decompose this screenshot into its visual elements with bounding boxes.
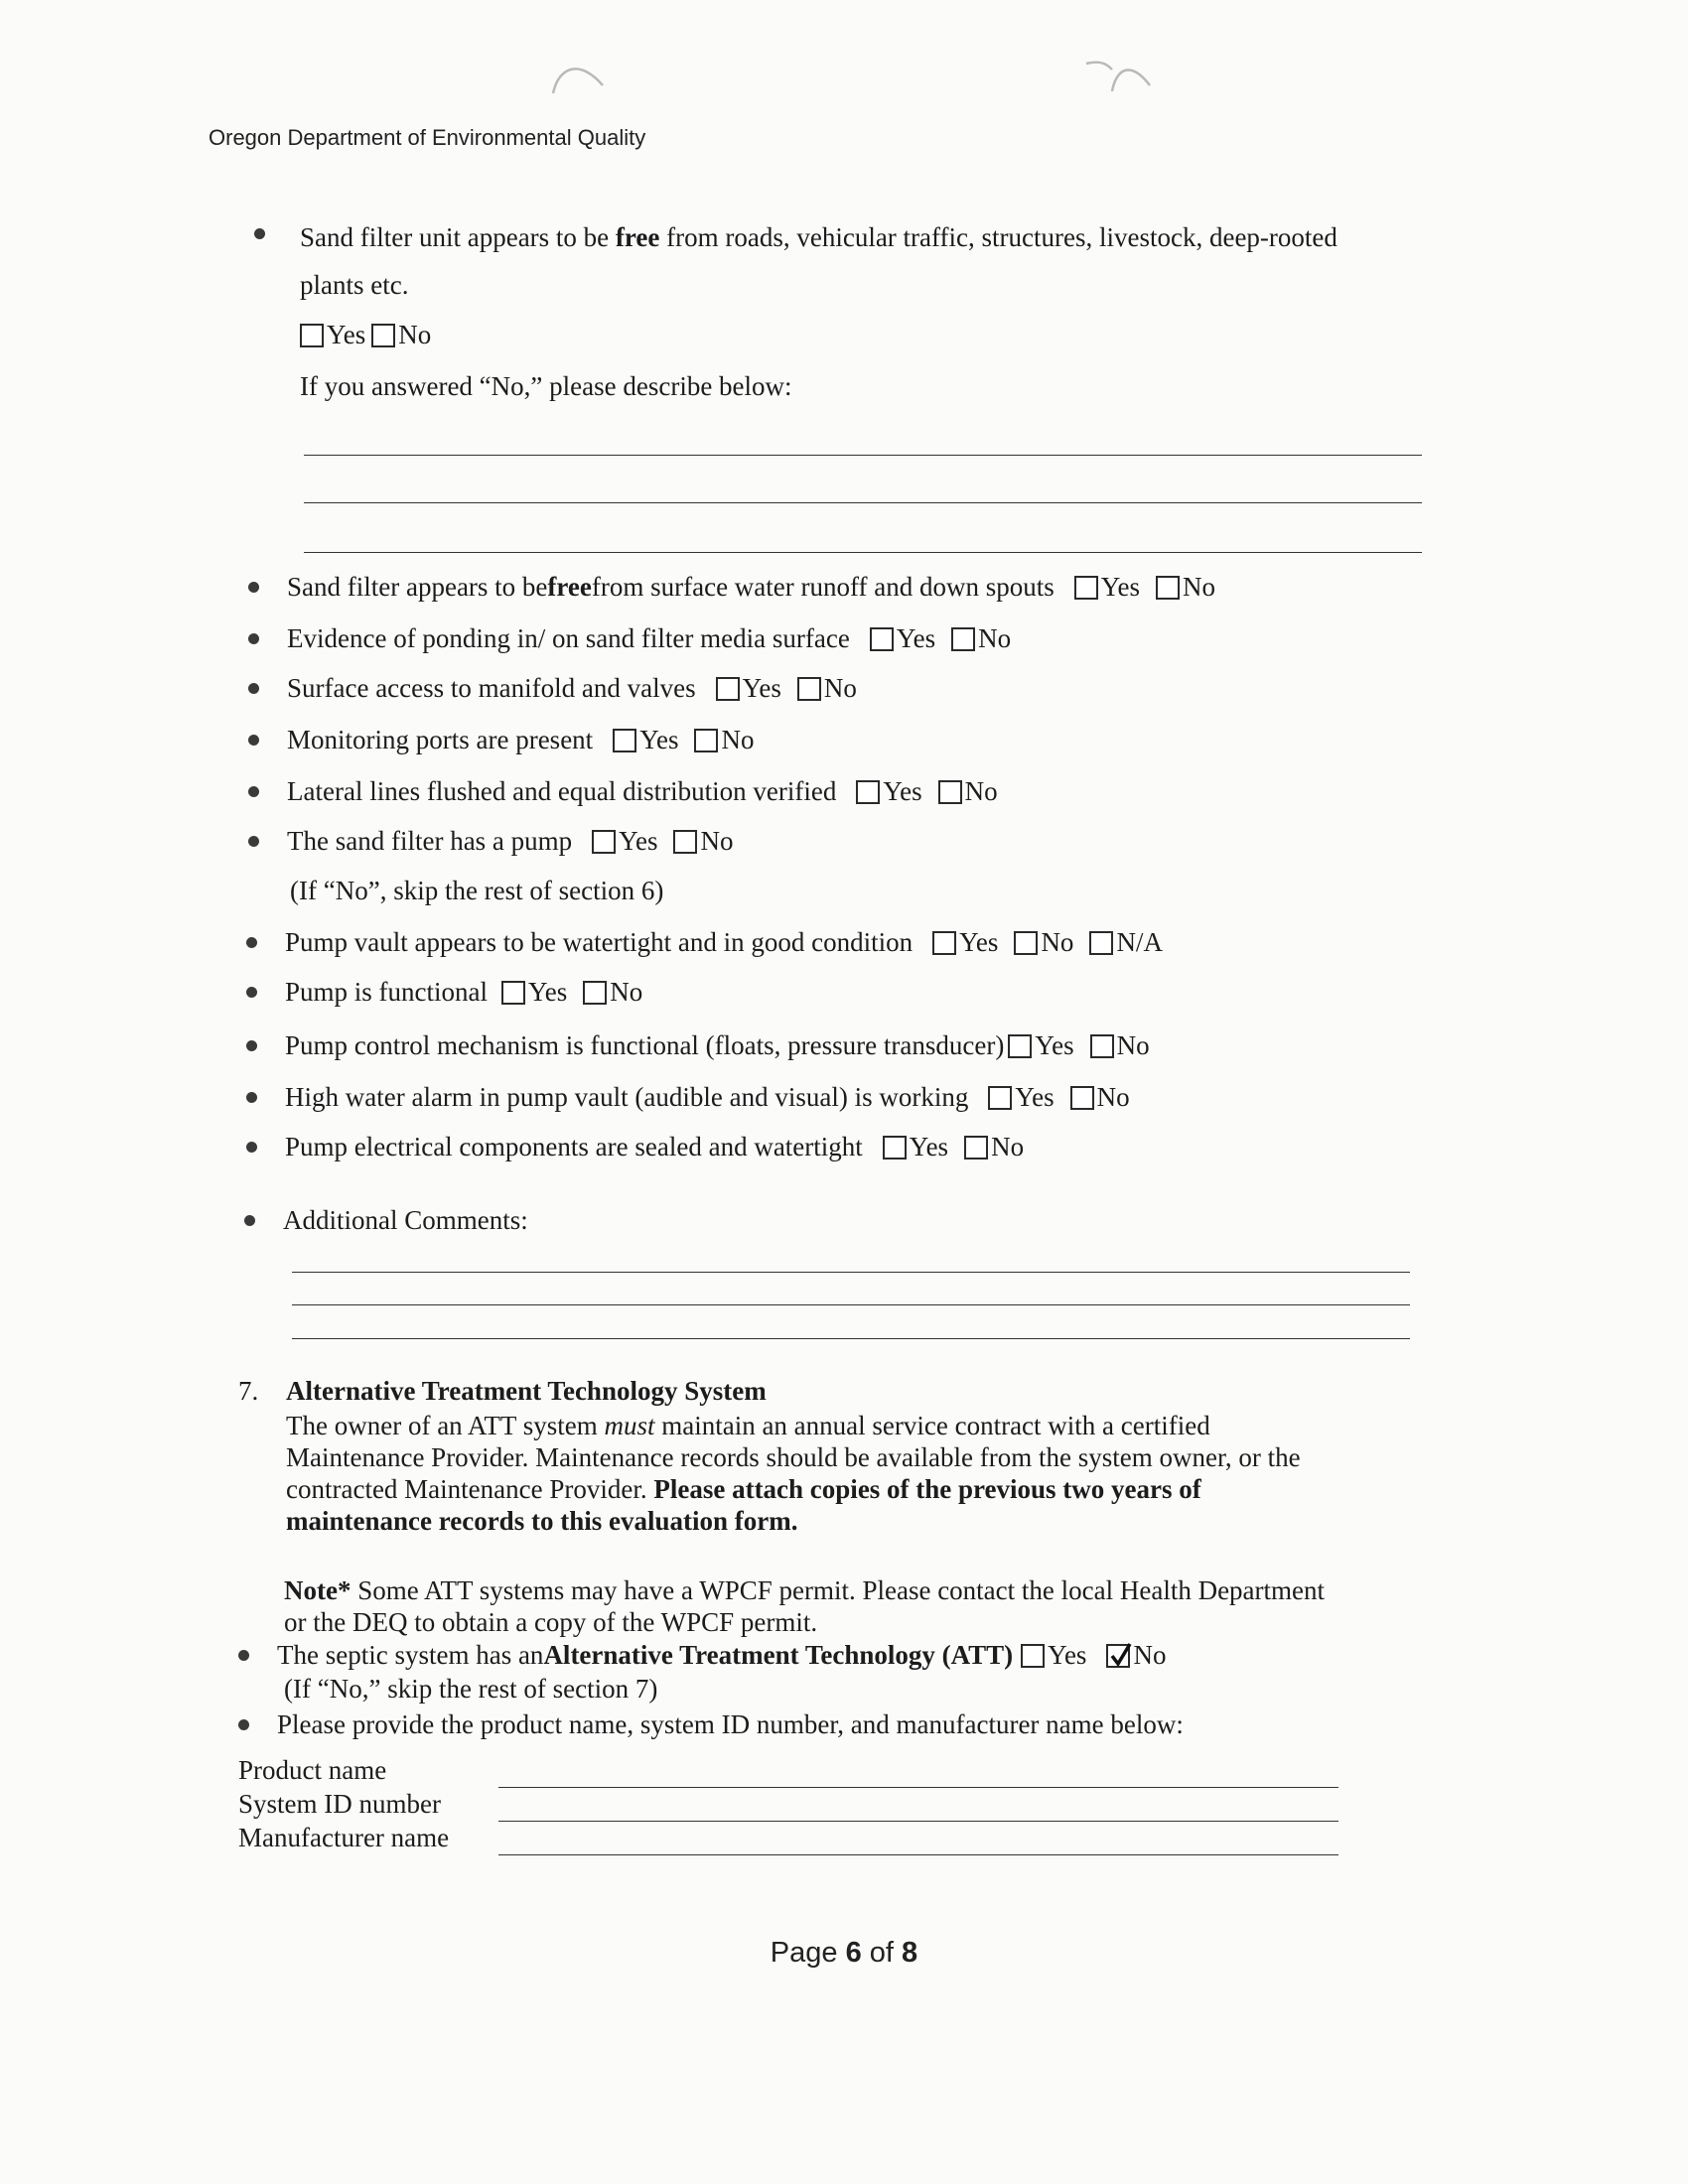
yes-option[interactable]: Yes — [988, 1082, 1054, 1113]
no-option[interactable]: No — [797, 673, 857, 704]
yes-option[interactable]: Yes — [1074, 572, 1140, 603]
no-checkbox-checked[interactable] — [1106, 1644, 1130, 1668]
section-title: Alternative Treatment Technology System — [286, 1376, 767, 1406]
describe-prompt: If you answered “No,” please describe below: — [300, 371, 792, 401]
checklist-item-pump: The sand filter has a pump Yes No — [248, 826, 749, 857]
no-option[interactable]: No — [964, 1132, 1024, 1162]
checklist-item-ponding: Evidence of ponding in/ on sand filter media surface Yes No — [248, 623, 1027, 654]
yes-checkbox[interactable] — [870, 627, 894, 651]
no-checkbox[interactable] — [964, 1136, 988, 1160]
yes-option[interactable]: Yes — [592, 826, 657, 857]
question-free-roads-line2: plants etc. — [300, 270, 409, 300]
yes-checkbox[interactable] — [501, 981, 525, 1005]
no-checkbox[interactable] — [694, 729, 718, 752]
checklist-item-runoff: Sand filter appears to be free from surface water runoff and down spouts Yes No — [248, 572, 1231, 603]
no-checkbox[interactable] — [673, 830, 697, 854]
pump-item-alarm: High water alarm in pump vault (audible and visual) is working Yes No — [246, 1082, 1146, 1113]
pump-item-functional: Pump is functional Yes No — [246, 977, 658, 1008]
section-number: 7. — [238, 1376, 259, 1406]
att-question: The septic system has an Alternative Treatment Technology (ATT) Yes No — [238, 1640, 1182, 1671]
yes-option[interactable]: Yes — [870, 623, 935, 654]
scan-mark-left — [541, 58, 611, 97]
organization-header: Oregon Department of Environmental Quality — [209, 125, 646, 150]
page-number: Page 6 of 8 — [770, 1937, 918, 1969]
manufacturer-input[interactable] — [498, 1854, 1338, 1855]
na-checkbox[interactable] — [1089, 931, 1113, 955]
no-option[interactable]: No — [1156, 572, 1215, 603]
no-checkbox[interactable] — [797, 677, 821, 701]
yes-checkbox[interactable] — [988, 1086, 1012, 1110]
checklist-item-monitoring: Monitoring ports are present Yes No — [248, 725, 770, 755]
describe-line-3[interactable] — [304, 552, 1422, 553]
field-label-system-id: System ID number — [238, 1789, 441, 1819]
na-option[interactable]: N/A — [1089, 927, 1163, 958]
pump-item-electrical: Pump electrical components are sealed and watertight Yes No — [246, 1132, 1040, 1162]
yes-checkbox[interactable] — [932, 931, 956, 955]
no-option[interactable]: No — [371, 320, 431, 350]
yes-checkbox[interactable] — [613, 729, 636, 752]
yes-option[interactable]: Yes — [932, 927, 998, 958]
no-option[interactable]: No — [1014, 927, 1073, 958]
yes-checkbox[interactable] — [856, 780, 880, 804]
checkmark-icon — [1108, 1642, 1134, 1670]
att-yes-option[interactable]: Yes — [1021, 1640, 1086, 1671]
yes-option[interactable]: Yes — [501, 977, 567, 1008]
yes-option[interactable]: Yes — [300, 320, 365, 350]
yes-option[interactable]: Yes — [856, 776, 921, 807]
no-checkbox[interactable] — [1070, 1086, 1094, 1110]
field-label-manufacturer: Manufacturer name — [238, 1823, 450, 1852]
product-name-input[interactable] — [498, 1787, 1338, 1788]
no-checkbox[interactable] — [938, 780, 962, 804]
yes-option[interactable]: Yes — [716, 673, 781, 704]
scan-mark-right — [1082, 56, 1152, 95]
yes-checkbox[interactable] — [592, 830, 616, 854]
no-option[interactable]: No — [938, 776, 998, 807]
comment-line-2[interactable] — [292, 1304, 1410, 1305]
additional-comments — [244, 1205, 528, 1236]
describe-line-1[interactable] — [304, 455, 1422, 456]
yes-option[interactable]: Yes — [883, 1132, 948, 1162]
att-no-option[interactable]: No — [1106, 1640, 1166, 1671]
pump-skip-note: (If “No”, skip the rest of section 6) — [290, 876, 664, 905]
no-option[interactable]: No — [1070, 1082, 1130, 1113]
yes-option[interactable]: Yes — [1008, 1030, 1073, 1061]
att-skip-note: (If “No,” skip the rest of section 7) — [284, 1674, 658, 1704]
yes-checkbox[interactable] — [1021, 1644, 1045, 1668]
no-checkbox[interactable] — [951, 627, 975, 651]
yes-checkbox[interactable] — [1008, 1034, 1032, 1058]
section7-paragraph: The owner of an ATT system must maintain an annual service contract with a certified Maintenance Provider. Maintenance records should be available from the system owner, or the contracted Maintenance Provider. Please attach copies of the previous two years of maintenance records to this evaluation form. — [286, 1411, 1301, 1536]
no-checkbox[interactable] — [583, 981, 607, 1005]
additional-comments-label: Additional Comments: — [283, 1205, 528, 1235]
pump-item-control: Pump control mechanism is functional (floats, pressure transducer) Yes No — [246, 1030, 1166, 1061]
free-roads-options — [300, 320, 447, 350]
yes-checkbox[interactable] — [883, 1136, 907, 1160]
no-checkbox[interactable] — [1156, 576, 1180, 600]
yes-checkbox[interactable] — [1074, 576, 1098, 600]
no-checkbox[interactable] — [371, 324, 395, 347]
checklist-item-lateral: Lateral lines flushed and equal distribution verified Yes No — [248, 776, 1014, 807]
no-option[interactable]: No — [1090, 1030, 1150, 1061]
bullet — [254, 228, 265, 239]
system-id-input[interactable] — [498, 1821, 1338, 1822]
no-option[interactable]: No — [694, 725, 754, 755]
section7-note: Note* Some ATT systems may have a WPCF permit. Please contact the local Health Department or the DEQ to obtain a copy of the WPCF permit. — [284, 1575, 1326, 1637]
provide-prompt: Please provide the product name, system ID number, and manufacturer name below: — [238, 1709, 1184, 1740]
yes-checkbox[interactable] — [300, 324, 324, 347]
comment-line-1[interactable] — [292, 1272, 1410, 1273]
field-label-product-name: Product name — [238, 1755, 387, 1785]
no-option[interactable]: No — [951, 623, 1011, 654]
yes-option[interactable]: Yes — [613, 725, 678, 755]
describe-line-2[interactable] — [304, 502, 1422, 503]
checklist-item-manifold: Surface access to manifold and valves Yes No — [248, 673, 873, 704]
no-option[interactable]: No — [583, 977, 642, 1008]
no-checkbox[interactable] — [1090, 1034, 1114, 1058]
comment-line-3[interactable] — [292, 1338, 1410, 1339]
no-option[interactable]: No — [673, 826, 733, 857]
pump-item-vault: Pump vault appears to be watertight and in good condition Yes No N/A — [246, 927, 1179, 958]
no-checkbox[interactable] — [1014, 931, 1038, 955]
yes-checkbox[interactable] — [716, 677, 740, 701]
question-free-roads: Sand filter unit appears to be free from roads, vehicular traffic, structures, livestock, deep-rooted — [300, 222, 1337, 252]
